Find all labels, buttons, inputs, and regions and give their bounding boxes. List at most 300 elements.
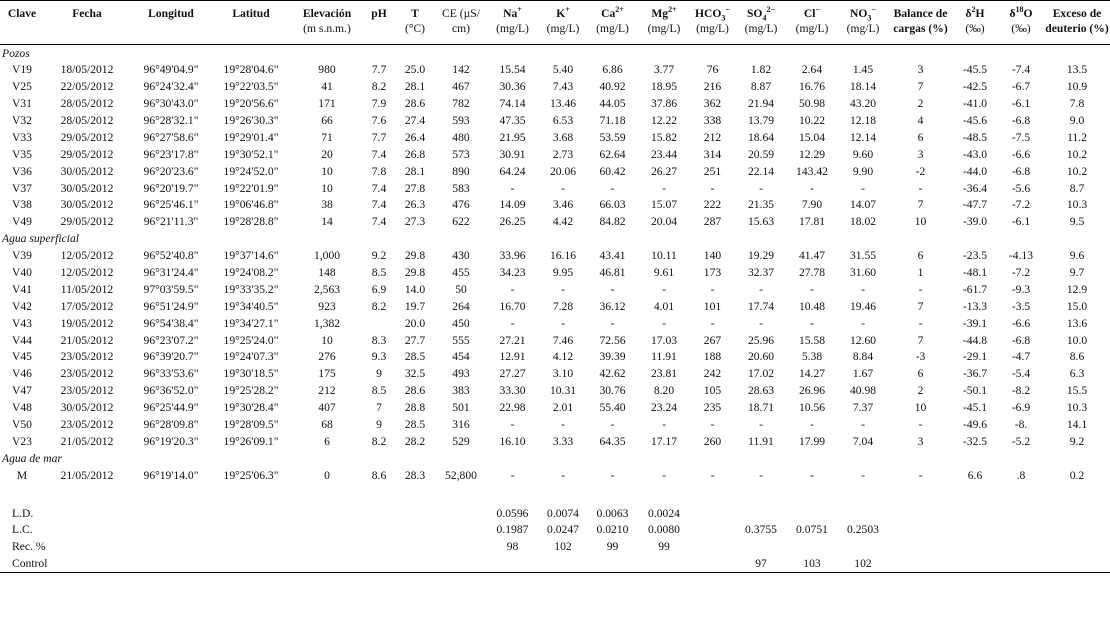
table-cell: 10.31 (549, 384, 577, 398)
table-cell: 21.94 (747, 97, 775, 111)
table-cell: 34.23 (499, 266, 526, 280)
table-cell: 22.98 (499, 401, 526, 415)
table-cell: - (918, 468, 923, 482)
table-cell: - (861, 468, 865, 482)
table-cell: - (510, 282, 515, 296)
table-cell: 29.8 (404, 266, 426, 280)
table-cell: 28.6 (404, 97, 426, 111)
footer-cell (998, 522, 1044, 539)
table-cell: 573 (452, 147, 470, 161)
table-cell: 455 (452, 266, 470, 280)
table-row (0, 315, 1110, 332)
table-cell: 96°36'52.0" (143, 384, 199, 398)
table-cell: 5.38 (801, 350, 823, 364)
table-cell: 212 (318, 384, 336, 398)
footer-cell (837, 505, 889, 522)
table-cell: 74.14 (499, 97, 526, 111)
table-cell: 12.91 (499, 350, 526, 364)
table-cell: 7.43 (552, 80, 574, 94)
table-cell: 68 (321, 418, 333, 432)
table-cell: 28.5 (404, 350, 426, 364)
table-cell: -43.0 (962, 147, 988, 161)
table-cell: 173 (703, 266, 722, 280)
table-cell: -6.6 (1011, 316, 1031, 330)
header-ce: CE (µS/ cm) (436, 1, 486, 45)
table-cell: 13.6 (1066, 316, 1088, 330)
table-cell: 14.1 (1066, 418, 1088, 432)
table-row (0, 399, 1110, 416)
table-cell: 96°25'46.1" (143, 198, 199, 212)
table-cell: 12.60 (849, 333, 877, 347)
spacer-cell (0, 484, 1110, 505)
table-cell: 7.8 (1069, 97, 1085, 111)
footer-cell (952, 538, 998, 555)
table-cell: 1.67 (852, 367, 874, 381)
table-cell: -6.1 (1011, 97, 1031, 111)
table-row (0, 61, 1110, 78)
table-cell: 6 (917, 367, 924, 381)
footer-cell (290, 522, 364, 539)
table-cell: - (810, 468, 814, 482)
table-cell: 20.59 (747, 147, 775, 161)
table-cell: 47.35 (499, 114, 526, 127)
table-cell: 7.90 (801, 198, 823, 212)
table-cell: 11.91 (748, 434, 774, 448)
footer-cell (364, 522, 394, 539)
table-cell: 14.07 (849, 198, 877, 212)
group-label: Agua de mar (2, 451, 62, 465)
table-cell: 10 (914, 215, 927, 229)
table-cell: -6.8 (1011, 164, 1031, 178)
header-ph: pH (364, 1, 394, 45)
table-cell: 19°30'52.1" (223, 147, 279, 161)
table-cell: 19°28'28.8" (223, 215, 279, 229)
table-cell: 21/05/2012 (60, 333, 114, 347)
table-cell: - (810, 316, 814, 330)
table-cell: -50.1 (962, 384, 988, 398)
table-cell: 43.41 (599, 249, 626, 263)
table-cell: 26.3 (404, 198, 426, 212)
table-cell: 171 (318, 97, 336, 111)
table-cell: 32.5 (404, 367, 426, 381)
table-cell: 15.07 (650, 198, 678, 212)
table-cell: 26.27 (650, 164, 678, 178)
table-cell: 19°06'46.8" (223, 198, 279, 212)
footer-cell (130, 505, 212, 522)
table-cell: 140 (703, 249, 722, 263)
table-cell: 55.40 (599, 401, 626, 415)
cell-clave: V46 (12, 367, 32, 381)
table-cell: 14.27 (798, 367, 826, 381)
footer-cell (787, 538, 837, 555)
table-cell: 60.42 (599, 164, 626, 178)
table-cell: - (561, 282, 565, 296)
cell-clave: V35 (12, 147, 32, 161)
table-cell: 7.8 (371, 164, 387, 178)
table-cell: 28.2 (404, 434, 426, 448)
table-cell: 28.63 (747, 384, 775, 398)
table-cell: 29.8 (404, 249, 426, 263)
table-cell: 76 (706, 63, 719, 77)
table-cell: 2.64 (801, 63, 823, 77)
table-cell: 40.92 (599, 80, 626, 94)
table-cell: 11.2 (1067, 130, 1087, 144)
table-cell: 8.2 (371, 299, 387, 313)
cell-clave: V32 (12, 114, 32, 127)
table-cell: 10 (321, 333, 333, 347)
table-cell: 175 (318, 367, 336, 381)
group-header-row (0, 230, 1110, 247)
footer-cell: 0.0074 (547, 506, 579, 520)
table-cell: 19°33'35.2" (223, 282, 279, 296)
table-cell: 21/05/2012 (60, 468, 114, 482)
group-header-row (0, 450, 1110, 467)
table-cell: 96°31'24.4" (143, 266, 199, 280)
table-cell: -61.7 (962, 282, 988, 296)
table-cell: 7.28 (552, 299, 574, 313)
footer-cell (364, 555, 394, 572)
footer-cell: 97 (735, 555, 787, 572)
table-cell: 96°20'19.7" (143, 181, 199, 195)
table-cell: - (510, 316, 515, 330)
table-cell: 923 (318, 299, 336, 313)
footer-cell (638, 555, 690, 572)
table-cell: 4.01 (653, 299, 675, 313)
table-cell: 31.60 (849, 266, 877, 280)
table-cell: 5.40 (552, 63, 574, 77)
table-cell: -29.1 (962, 350, 988, 364)
table-cell: -39.1 (962, 316, 988, 330)
table-cell: 10.0 (1066, 333, 1088, 347)
table-cell: 8.6 (1069, 350, 1085, 364)
table-cell: 28/05/2012 (60, 114, 114, 127)
table-cell: 101 (703, 299, 722, 313)
table-cell: 96°19'14.0" (143, 468, 199, 482)
table-cell: 23/05/2012 (60, 418, 114, 432)
table-cell: 30.91 (499, 147, 526, 161)
table-row (0, 78, 1110, 95)
table-cell: 71.18 (599, 114, 626, 127)
header-cl: Cl− (mg/L) (787, 1, 837, 45)
table-cell: 19°37'14.6" (223, 249, 279, 263)
footer-row (0, 522, 1110, 539)
table-cell: - (810, 282, 814, 296)
table-cell: 17.74 (747, 299, 775, 313)
table-cell: 14.0 (404, 282, 426, 296)
footer-cell (364, 538, 394, 555)
table-cell: 13.46 (549, 97, 577, 111)
table-row (0, 197, 1110, 214)
header-k: K+ (mg/L) (539, 1, 587, 45)
footer-cell (436, 522, 486, 539)
spacer-row (0, 484, 1110, 505)
table-cell: 7.9 (371, 97, 387, 111)
table-cell: 9 (376, 367, 382, 381)
table-cell: 13.79 (747, 114, 775, 127)
table-cell: 7.4 (371, 147, 387, 161)
footer-cell (998, 505, 1044, 522)
table-cell: 96°51'24.9" (143, 299, 199, 313)
table-cell: - (510, 418, 515, 432)
table-cell: 18.64 (747, 130, 775, 144)
footer-cell (690, 522, 735, 539)
table-cell: - (861, 418, 865, 432)
table-cell: 4 (917, 114, 924, 127)
table-cell: 31.55 (849, 249, 877, 263)
table-cell: 15.63 (747, 215, 775, 229)
table-cell: 32.37 (747, 266, 775, 280)
table-cell: 7.7 (371, 63, 387, 77)
footer-cell: 98 (506, 540, 519, 554)
table-cell: 9.7 (1069, 266, 1085, 280)
table-cell: 41 (321, 80, 333, 94)
table-cell: - (710, 316, 715, 330)
table-cell: 216 (703, 80, 722, 94)
table-cell: 17.17 (650, 434, 678, 448)
table-cell: - (861, 316, 865, 330)
footer-cell (130, 555, 212, 572)
table-cell: 84.82 (599, 215, 626, 229)
table-cell: 23/05/2012 (60, 350, 114, 364)
table-cell: 19/05/2012 (60, 316, 114, 330)
footer-cell (690, 505, 735, 522)
footer-cell (889, 538, 952, 555)
table-cell: 9.3 (371, 350, 387, 364)
footer-cell (889, 505, 952, 522)
table-cell: - (759, 418, 763, 432)
table-cell: 407 (318, 401, 336, 415)
table-cell: 222 (703, 198, 722, 212)
table-cell: 30.36 (499, 80, 526, 94)
table-cell: 19°24'52.0" (223, 164, 279, 178)
table-cell: 6.53 (552, 114, 574, 127)
table-cell: - (861, 282, 865, 296)
footer-cell: 102 (554, 540, 572, 554)
header-ca: $Ca^{2+}$ (mg/L) (587, 1, 638, 45)
table-row (0, 433, 1110, 450)
table-cell: 29/05/2012 (60, 215, 114, 229)
header-elevacion: Elevación (m s.n.m.) (290, 1, 364, 45)
table-cell: 4.42 (552, 215, 574, 229)
footer-cell (952, 522, 998, 539)
table-cell: 22.14 (747, 164, 775, 178)
footer-cell (952, 555, 998, 572)
table-cell: 19°34'27.1" (223, 316, 279, 330)
footer-cell (436, 538, 486, 555)
table-cell: 50.98 (798, 97, 826, 111)
table-cell: 15.5 (1066, 384, 1088, 398)
footer-cell (998, 555, 1044, 572)
table-row (0, 213, 1110, 230)
table-cell: 19°29'01.4" (223, 130, 279, 144)
table-cell: -3 (915, 350, 926, 364)
table-cell: -7.2 (1011, 198, 1031, 212)
table-cell: 72.56 (599, 333, 626, 347)
table-cell: 14.09 (499, 198, 526, 212)
table-cell: 96°24'32.4" (143, 80, 199, 94)
table-cell: 3.10 (552, 367, 574, 381)
table-cell: 3 (917, 434, 924, 448)
table-cell: 27.78 (798, 266, 826, 280)
footer-cell (436, 505, 486, 522)
table-cell: 9 (376, 418, 382, 432)
table-cell: 0 (324, 468, 330, 482)
table-cell: - (759, 316, 763, 330)
table-cell: -13.3 (962, 299, 988, 313)
table-cell: 64.24 (499, 164, 526, 178)
table-cell: 8.6 (371, 468, 387, 482)
table-cell: 2 (917, 97, 924, 111)
footer-cell: 0.0024 (648, 506, 680, 520)
cell-clave: V31 (12, 97, 32, 111)
table-cell: 40.98 (849, 384, 877, 398)
table-cell: -45.1 (962, 401, 988, 415)
table-cell: -6.8 (1011, 114, 1031, 127)
table-cell: 66.03 (599, 198, 626, 212)
cell-clave: V19 (12, 63, 32, 77)
table-cell: 26.8 (404, 147, 426, 161)
table-cell: 0.2 (1069, 468, 1085, 482)
footer-cell (364, 505, 394, 522)
table-cell: 19°22'01.9" (223, 181, 279, 195)
table-cell: 26.4 (404, 130, 426, 144)
cell-clave: V47 (12, 384, 32, 398)
table-cell: - (918, 181, 923, 195)
table-cell: 7 (917, 198, 924, 212)
table-cell: 20.06 (549, 164, 577, 178)
table-cell: 30/05/2012 (60, 181, 114, 195)
table-cell: 12.9 (1066, 282, 1088, 296)
table-cell: -23.5 (962, 249, 988, 263)
table-cell: 44.05 (599, 97, 626, 111)
table-cell: - (610, 418, 615, 432)
footer-cell (394, 538, 436, 555)
table-cell: 28.1 (404, 80, 426, 94)
table-body (0, 45, 1110, 573)
table-cell: 19°28'09.5" (223, 418, 279, 432)
table-row (0, 332, 1110, 349)
table-cell: 7.4 (371, 181, 387, 195)
cell-clave: V37 (12, 181, 32, 195)
table-row (0, 416, 1110, 433)
table-cell: 18/05/2012 (60, 63, 114, 77)
table-cell: 10.48 (798, 299, 826, 313)
table-cell: 3.46 (552, 198, 574, 212)
table-cell: 9.6 (1069, 249, 1085, 263)
table-cell: -32.5 (962, 434, 988, 448)
table-cell: - (662, 316, 666, 330)
table-cell: 12.22 (650, 114, 678, 127)
table-cell: 9.0 (1069, 114, 1085, 127)
footer-cell (44, 555, 130, 572)
table-cell: - (662, 181, 666, 195)
table-cell: 7 (917, 80, 924, 94)
table-cell: - (561, 316, 565, 330)
table-cell: 96°23'17.8" (143, 147, 199, 161)
table-row (0, 365, 1110, 382)
footer-row (0, 505, 1110, 522)
table-cell: 15.04 (798, 130, 826, 144)
table-cell: 782 (452, 97, 470, 111)
table-cell: 20.60 (747, 350, 775, 364)
table-cell: 25.96 (747, 333, 775, 347)
table-cell: 2.01 (552, 401, 574, 415)
table-header (0, 1, 1110, 45)
footer-cell: 0.3755 (745, 523, 777, 537)
footer-cell (539, 555, 587, 572)
table-row (0, 467, 1110, 484)
table-cell: - (610, 316, 615, 330)
table-cell: 9.2 (1069, 434, 1085, 448)
footer-cell (787, 505, 837, 522)
table-cell: 29/05/2012 (60, 147, 114, 161)
table-cell: 251 (703, 164, 722, 178)
footer-cell (436, 555, 486, 572)
table-cell: 17/05/2012 (60, 299, 114, 313)
table-cell: 19°34'40.5" (223, 299, 279, 313)
table-cell: 17.03 (650, 333, 678, 347)
table-cell: 7 (917, 299, 924, 313)
table-cell: 8.2 (371, 80, 387, 94)
footer-cell (290, 555, 364, 572)
table-cell: 23.24 (650, 401, 678, 415)
table-cell: 10 (321, 164, 333, 178)
footer-cell (1044, 555, 1110, 572)
cell-clave: V38 (12, 198, 32, 212)
table-cell: 7 (917, 333, 924, 347)
table-cell: -9.3 (1011, 282, 1031, 296)
table-cell: - (710, 181, 715, 195)
table-cell: 16.16 (549, 249, 577, 263)
table-cell: 11/05/2012 (60, 282, 114, 296)
table-cell: 8.87 (750, 80, 772, 94)
table-cell: 96°23'07.2" (143, 333, 199, 347)
table-cell: 19°30'18.5" (223, 367, 279, 381)
table-cell: 53.59 (599, 130, 626, 144)
table-row (0, 382, 1110, 399)
table-cell: - (759, 282, 763, 296)
table-cell: 28.8 (404, 401, 426, 415)
table-cell: 96°27'58.6" (143, 130, 199, 144)
table-cell: 383 (452, 384, 470, 398)
table-cell: 1,000 (313, 249, 341, 263)
table-cell: 8.84 (852, 350, 874, 364)
table-cell: 19°25'28.2" (223, 384, 279, 398)
table-cell: 18.02 (849, 215, 877, 229)
table-cell: -49.6 (962, 418, 988, 432)
header-so4: $SO_4^{2-}$ (mg/L) (735, 1, 787, 45)
footer-cell: 99 (658, 540, 670, 554)
table-cell: 28/05/2012 (60, 97, 114, 111)
header-fecha: Fecha (44, 1, 130, 45)
table-cell: - (510, 468, 515, 482)
table-cell: 19°25'06.3" (223, 468, 279, 482)
table-cell: 15.82 (650, 130, 678, 144)
table-cell: 28.6 (404, 384, 426, 398)
footer-cell (952, 505, 998, 522)
table-cell: 46.81 (599, 266, 626, 280)
table-cell: 1.45 (852, 63, 874, 77)
table-cell: 21.95 (499, 130, 526, 144)
table-cell: -48.5 (962, 130, 988, 144)
table-cell: -45.5 (962, 63, 988, 77)
table-cell: 10.2 (1066, 164, 1088, 178)
footer-cell (735, 505, 787, 522)
table-cell: 242 (703, 367, 722, 381)
table-cell: 12/05/2012 (60, 266, 114, 280)
group-label: Agua superficial (2, 232, 79, 246)
table-cell: 96°33'53.6" (143, 367, 199, 381)
